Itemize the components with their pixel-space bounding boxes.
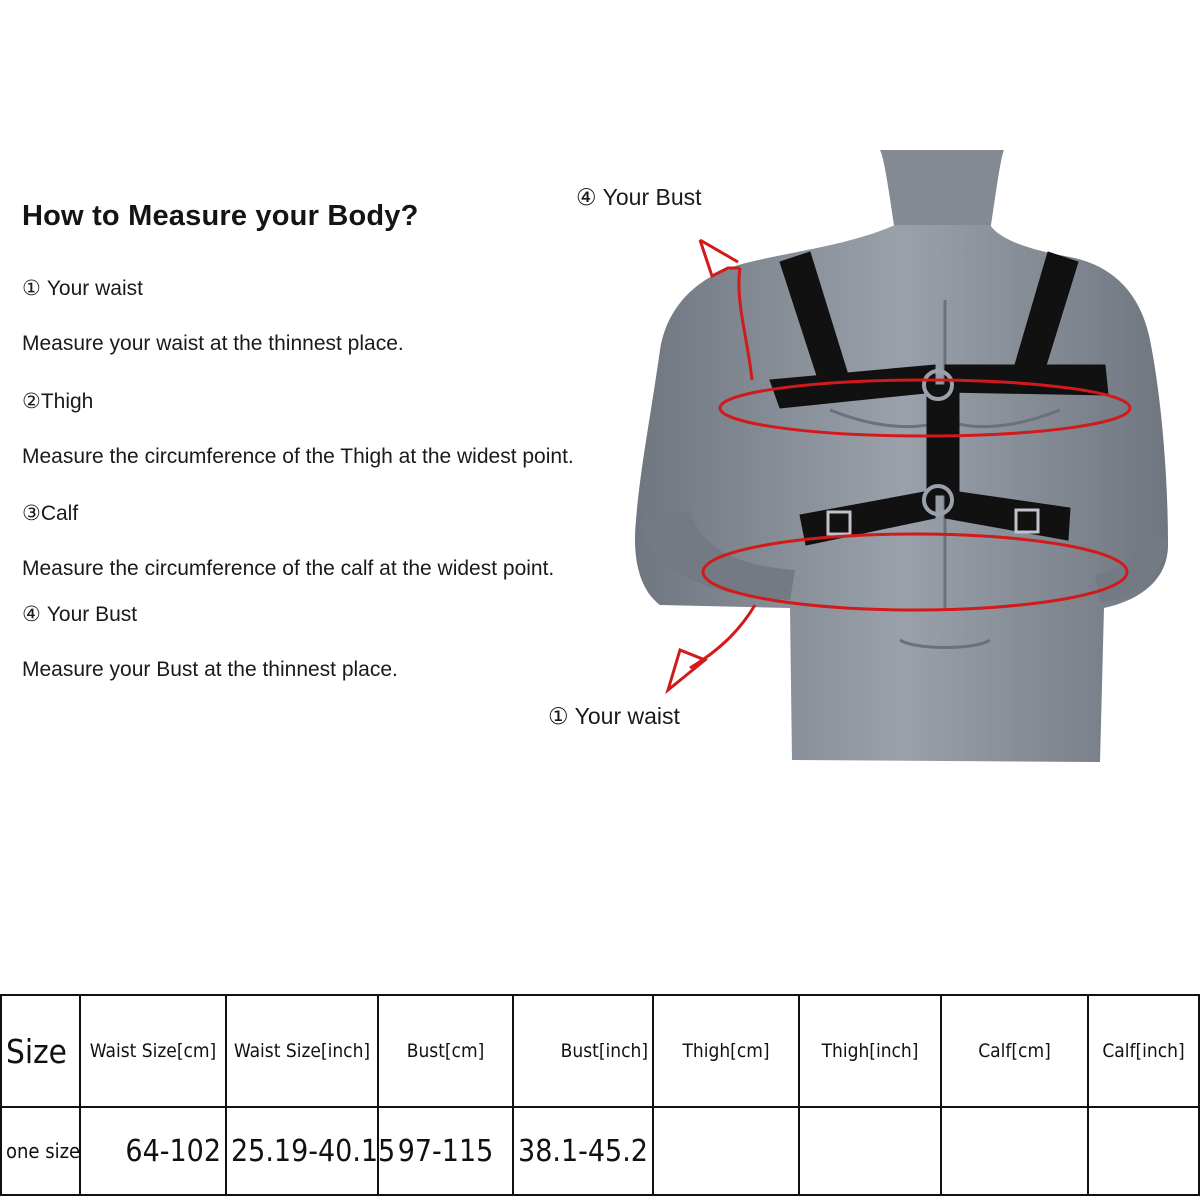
header-calf-inch: Calf[inch] [1088,995,1199,1107]
step-calf-title: Calf [40,502,79,525]
cell-waist-inch: 25.19-40.15 [226,1107,378,1195]
step-calf-text: Measure the circumference of the calf at the widest point. [22,557,555,580]
step-thigh-label [22,389,93,414]
header-calf-cm: Calf[cm] [941,995,1088,1107]
step-waist-title: Your waist [46,277,143,300]
step-thigh-text: Measure the circumference of the Thigh at the widest point. [22,445,574,468]
table-header-row [1,995,1199,1107]
circled-four-marker: ④ [576,184,597,210]
circled-one-marker: ① [22,277,41,300]
header-size: Size [1,995,80,1107]
step-waist-text: Measure your waist at the thinnest place. [22,332,404,355]
step-thigh-title: Thigh [40,390,94,413]
cell-waist-cm: 64-102 [80,1107,226,1195]
circled-two-marker: ② [22,390,41,413]
callout-bust-label: Your Bust [602,184,702,210]
header-waist-cm: Waist Size[cm] [80,995,226,1107]
mannequin-body [635,150,1168,762]
callout-waist-label: Your waist [574,703,680,729]
cell-calf-cm [941,1107,1088,1195]
callout-waist [548,703,680,730]
mannequin-harness-illustration [560,140,1200,780]
callout-bust [576,184,702,211]
size-table [0,994,1200,1196]
circled-one-marker: ① [548,703,569,729]
header-thigh-cm: Thigh[cm] [653,995,799,1107]
cell-bust-inch: 38.1-45.2 [513,1107,653,1195]
step-calf-label [22,501,78,526]
header-thigh-inch: Thigh[inch] [799,995,941,1107]
header-waist-inch: Waist Size[inch] [226,995,378,1107]
cell-calf-inch [1088,1107,1199,1195]
table-row [1,1107,1199,1195]
step-bust-title: Your Bust [46,603,138,626]
step-bust-label [22,602,137,627]
cell-size: one size [1,1107,80,1195]
header-bust-cm: Bust[cm] [378,995,513,1107]
guide-title: How to Measure your Body? [22,200,419,232]
cell-bust-cm: 97-115 [378,1107,513,1195]
header-bust-inch: Bust[inch] [513,995,653,1107]
circled-three-marker: ③ [22,502,41,525]
cell-thigh-inch [799,1107,941,1195]
circled-four-marker: ④ [22,603,41,626]
step-bust-text: Measure your Bust at the thinnest place. [22,658,398,681]
step-waist-label [22,276,143,301]
cell-thigh-cm [653,1107,799,1195]
